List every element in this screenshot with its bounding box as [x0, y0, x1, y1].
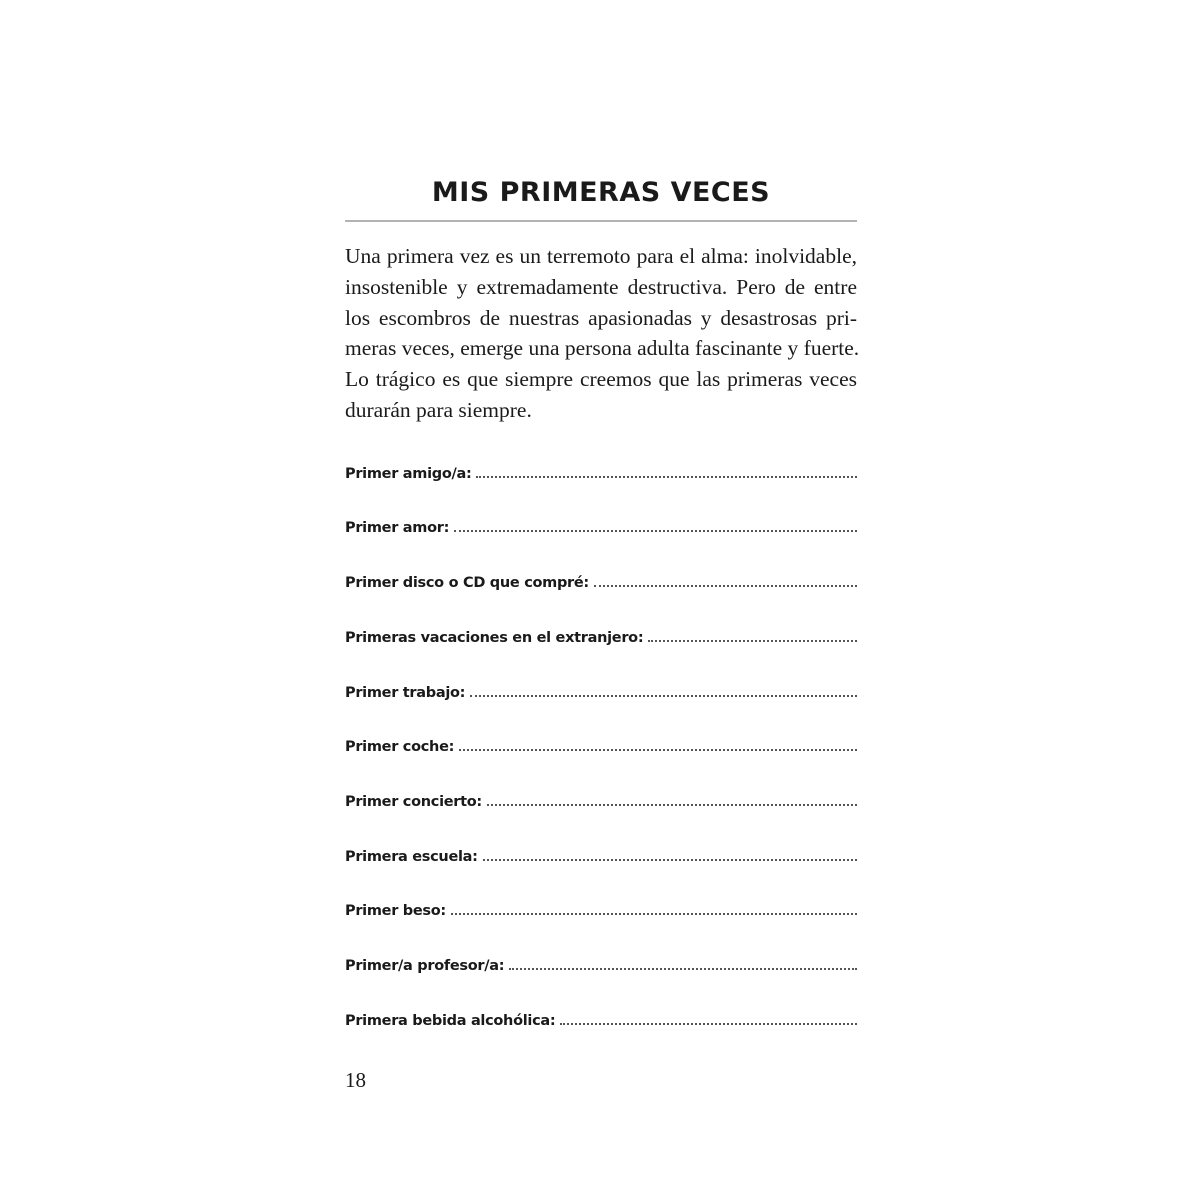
field-label: Primer disco o CD que compré: [345, 575, 589, 592]
field-label: Primera bebida alcohólica: [345, 1012, 556, 1029]
field-primer-coche [345, 735, 857, 790]
page-number: 18 [345, 1068, 366, 1092]
field-label: Primer amor: [345, 520, 450, 537]
field-label: Primer amigo/a: [345, 465, 472, 482]
intro-line: durarán para siempre. [345, 397, 532, 422]
intro-line: insostenible y extremadamente destructiva. Pero de entre [345, 274, 857, 299]
field-label: Primer beso: [345, 903, 446, 920]
intro-paragraph [345, 241, 860, 426]
field-primer-profesor [345, 954, 857, 1009]
field-label: Primeras vacaciones en el extranjero: [345, 629, 644, 646]
field-label: Primer/a profesor/a: [345, 957, 505, 974]
field-label: Primer concierto: [345, 793, 482, 810]
field-blank-line[interactable] [560, 1009, 857, 1025]
field-blank-line[interactable] [509, 954, 857, 970]
field-primeras-vacaciones [345, 626, 857, 681]
field-primer-amor [345, 516, 857, 571]
field-primer-trabajo [345, 681, 857, 736]
field-primer-disco [345, 571, 857, 626]
field-blank-line[interactable] [454, 516, 857, 532]
field-primera-bebida [345, 1009, 857, 1064]
book-page [345, 170, 860, 1063]
field-blank-line[interactable] [487, 790, 857, 806]
field-blank-line[interactable] [459, 735, 857, 751]
field-label: Primer trabajo: [345, 684, 466, 701]
field-label: Primer coche: [345, 739, 455, 756]
field-blank-line[interactable] [451, 899, 857, 915]
intro-line: los escombros de nuestras apasionadas y desastrosas pri- [345, 305, 857, 330]
field-primer-beso [345, 899, 857, 954]
field-primera-escuela [345, 845, 857, 900]
field-primer-amigo [345, 462, 857, 517]
field-blank-line[interactable] [470, 681, 857, 697]
fill-in-list [345, 462, 857, 1064]
field-blank-line[interactable] [476, 462, 857, 478]
field-blank-line[interactable] [483, 845, 857, 861]
title-divider [345, 220, 857, 222]
field-blank-line[interactable] [594, 571, 857, 587]
field-label: Primera escuela: [345, 848, 478, 865]
intro-line: Lo trágico es que siempre creemos que las primeras veces [345, 367, 857, 392]
intro-line: Una primera vez es un terremoto para el alma: inolvidable, [345, 244, 857, 268]
page-title: MIS PRIMERAS VECES [431, 177, 771, 208]
field-primer-concierto [345, 790, 857, 845]
field-blank-line[interactable] [648, 626, 857, 642]
intro-line: meras veces, emerge una persona adulta fascinante y fuerte. [345, 336, 860, 361]
